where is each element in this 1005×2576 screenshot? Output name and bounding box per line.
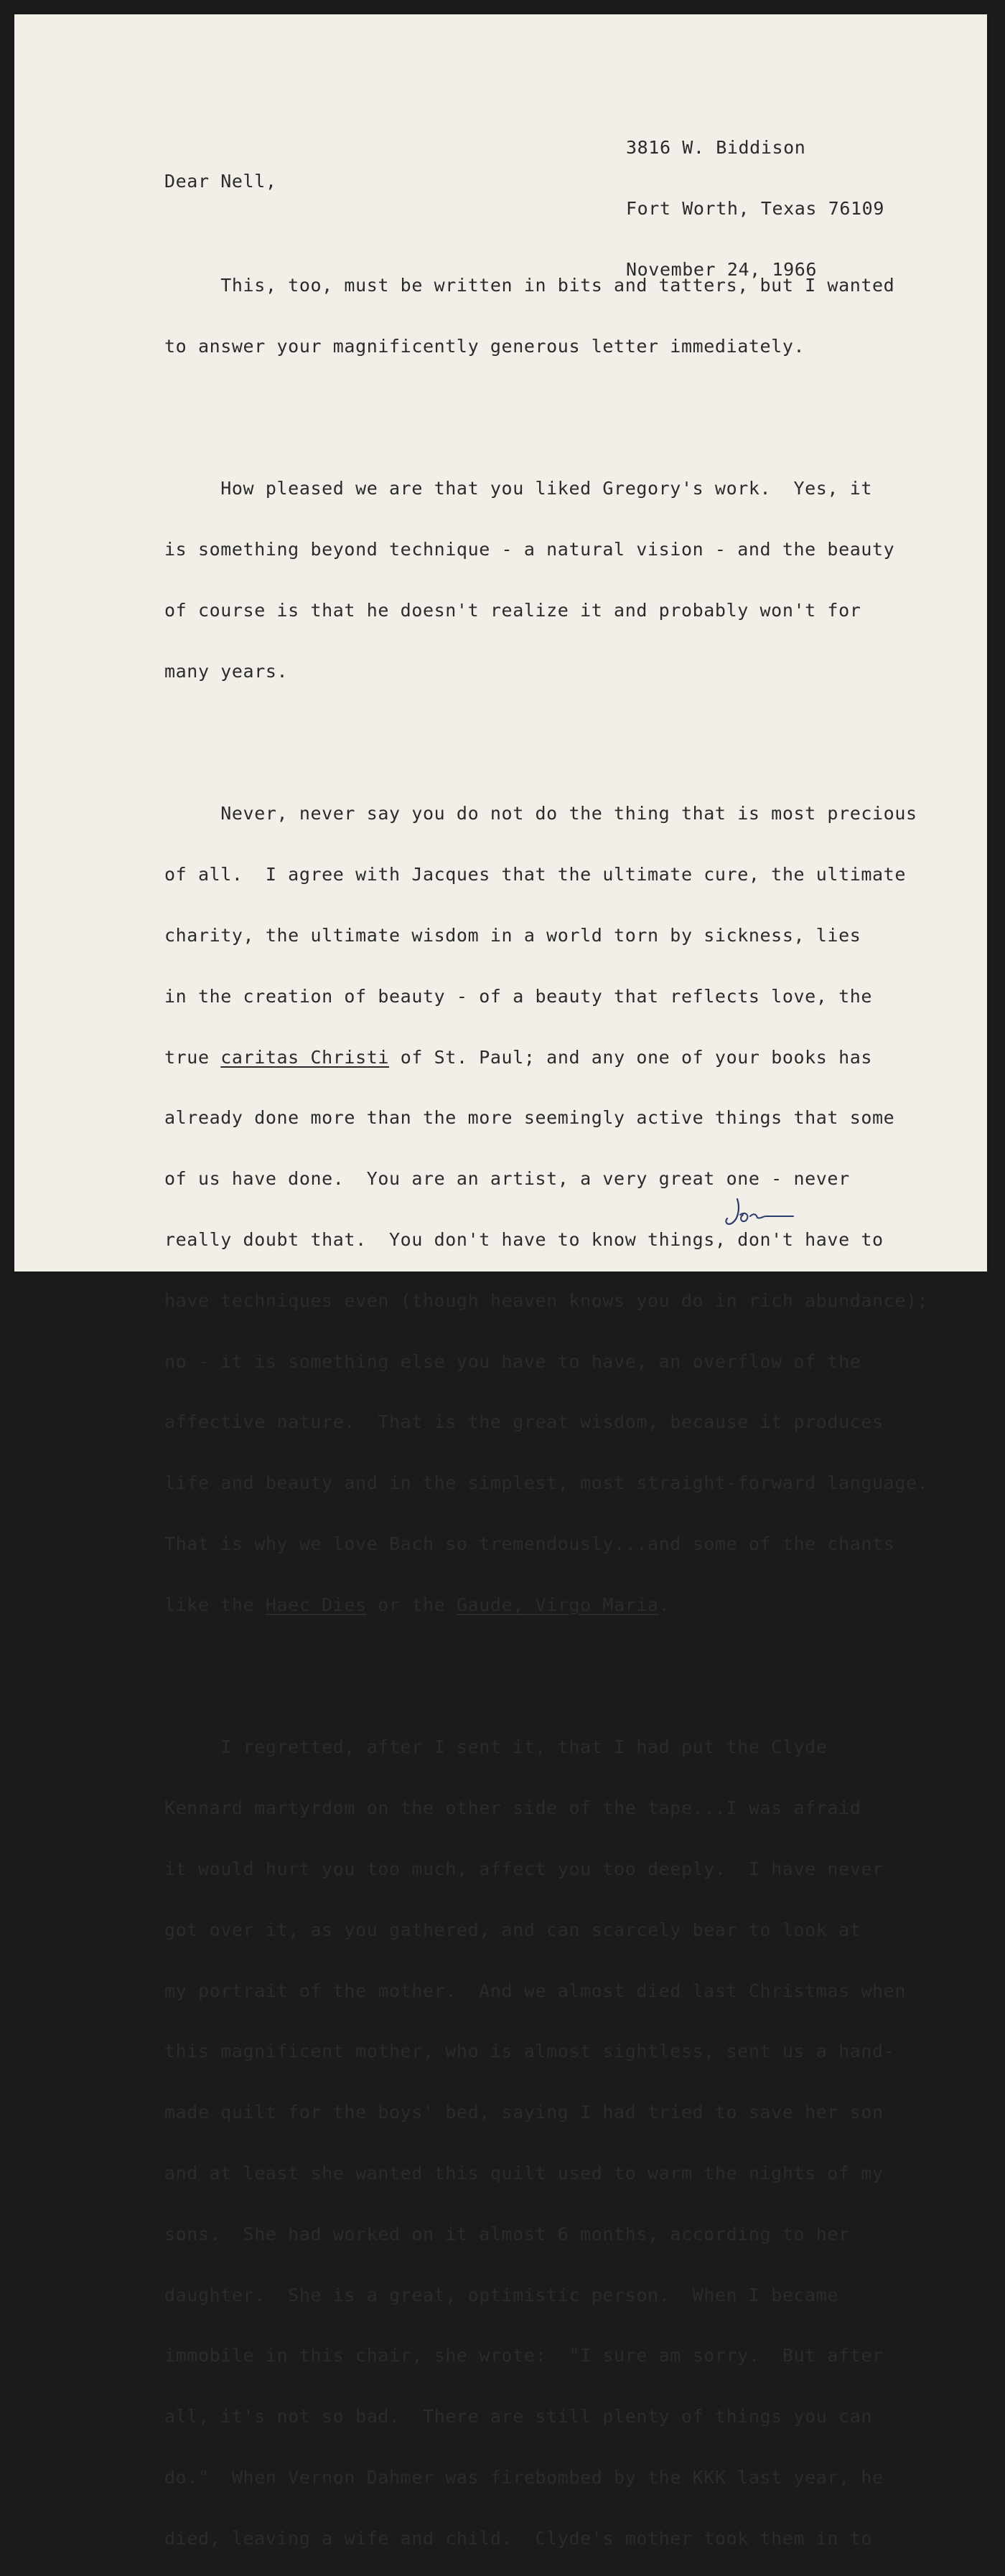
body-line: I regretted, after I sent it, that I had put the Clyde [164,1736,828,1758]
body-line: of all. I agree with Jacques that the ultimate cure, the ultimate [164,864,906,885]
body-line: all, it's not so bad. There are still plenty of things you can [164,2406,873,2427]
body-line: really doubt that. You don't have to know things, don't have to [164,1228,884,1250]
text-segment: of St. Paul; and any one of your books has [389,1046,873,1068]
body-line: and at least she wanted this quilt used to warm the nights of my [164,2162,884,2184]
address-street: 3816 W. Biddison [626,137,806,158]
body-line: made quilt for the boys' bed, saying I had tried to save her son [164,2102,884,2123]
body-line-underlined [164,1048,928,1068]
body-line: Kennard martyrdom on the other side of the tape...I was afraid [164,1797,861,1819]
body-line: of course is that he doesn't realize it and probably won't for [164,599,861,621]
body-line: charity, the ultimate wisdom in a world torn by sickness, lies [164,924,861,946]
body-line: to answer your magnificently generous letter immediately. [164,335,805,357]
body-line: sons. She had worked on it almost 6 months, according to her [164,2223,850,2244]
address-city: Fort Worth, Texas 76109 [626,197,884,219]
text-segment: . [658,1594,670,1615]
text-segment: like the [164,1594,266,1615]
underlined-phrase: Haec Dies [265,1594,367,1615]
body-line: daughter. She is a great, optimistic person. When I became [164,2284,839,2305]
salutation: Dear Nell, [164,171,277,192]
underlined-phrase: Gaude, Virgo Maria [456,1594,659,1615]
body-line: died, leaving a wife and child. Clyde's mother took them in to [164,2527,873,2549]
body-line: of us have done. You are an artist, a very great one - never [164,1168,850,1190]
text-segment: true [164,1046,221,1068]
body-line: already done more than the more seemingly active things that some [164,1107,895,1129]
body-line: affective nature. That is the great wisdom, because it produces [164,1411,884,1433]
body-line: my portrait of the mother. And we almost died last Christmas when [164,1980,906,2001]
body-line: do." When Vernon Dahmer was firebombed by the KKK last year, he [164,2466,884,2488]
letter-page [14,14,987,2549]
body-line: it would hurt you too much, affect you too deeply. I have never [164,1858,884,1879]
body-line: many years. [164,660,289,682]
underlined-phrase: caritas Christi [220,1046,390,1068]
body-line: have techniques even (though heaven knows you do in rich abundance); [164,1289,929,1311]
body-line: got over it, as you gathered, and can scarcely bear to look at [164,1919,861,1940]
body-line: This, too, must be written in bits and tatters, but I wanted [164,275,895,296]
body-line: life and beauty and in the simplest, most straight-forward language. [164,1472,929,1494]
letter-date: November 24, 1966 [626,258,818,280]
body-line: Never, never say you do not do the thing that is most precious [164,803,917,824]
body-line: How pleased we are that you liked Gregory's work. Yes, it [164,478,873,499]
body-line: That is why we love Bach so tremendously...and some of the chants [164,1533,895,1554]
letter-body [164,214,928,2576]
body-line: in the creation of beauty - of a beauty that reflects love, the [164,985,873,1007]
handwritten-signature [721,1195,800,1231]
body-line: no - it is something else you have to have, an overflow of the [164,1350,861,1372]
body-line: immobile in this chair, she wrote: "I sure am sorry. But after [164,2345,884,2366]
body-line: this magnificent mother, who is almost sightless, sent us a hand- [164,2041,895,2062]
text-segment: or the [366,1594,457,1615]
body-line-underlined [164,1596,928,1615]
body-line: is something beyond technique - a natural vision - and the beauty [164,539,895,560]
